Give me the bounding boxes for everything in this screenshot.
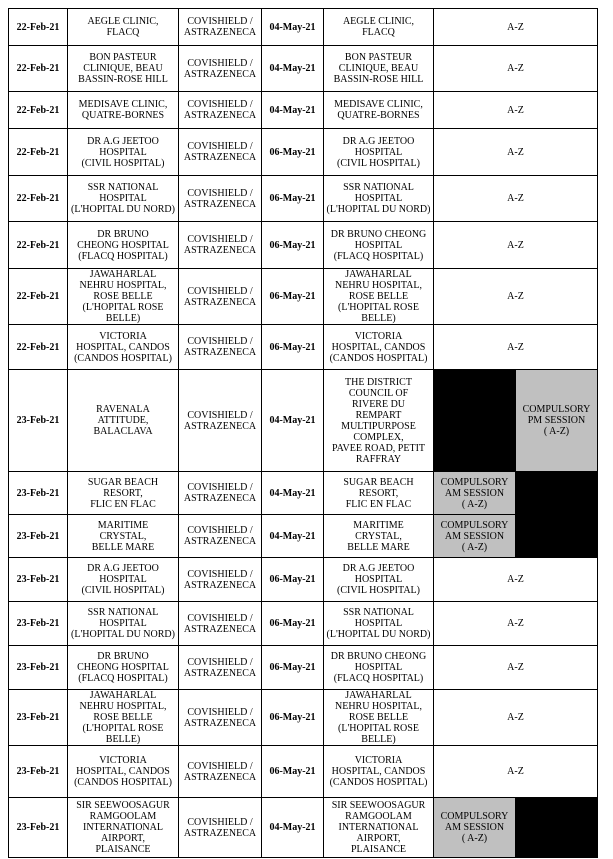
text-line: ASTRAZENECA (183, 110, 257, 121)
second-dose-venue (324, 690, 434, 746)
text-line: ASTRAZENECA (183, 579, 257, 591)
text-line: COVISHIELD / (187, 760, 253, 772)
text-line: MULTIPURPOSE (341, 420, 416, 432)
text-line: SSR NATIONAL (87, 182, 159, 193)
text-line: NEHRU HOSPITAL, (79, 280, 167, 291)
group-cell: A-Z (434, 690, 598, 746)
text-line: (FLACQ HOSPITAL) (78, 673, 168, 684)
text-line: MEDISAVE CLINIC, (334, 99, 423, 110)
first-dose-venue (68, 92, 179, 129)
blocked-pm-cell (516, 515, 598, 558)
text-line: MARITIME (97, 519, 149, 531)
text-line: ( A-Z) (461, 498, 488, 510)
first-dose-date: 22-Feb-21 (9, 269, 68, 325)
table-row (9, 558, 598, 602)
text-line: AM SESSION (444, 487, 505, 499)
text-line: HOSPITAL (354, 618, 403, 629)
text-line: ASTRAZENECA (183, 536, 257, 547)
vaccine-name (179, 129, 262, 176)
text-line: ASTRAZENECA (183, 296, 257, 308)
text-line: JAWAHARLAL (345, 690, 412, 701)
text-line: RAMGOOLAM (89, 811, 157, 822)
text-line: COVISHIELD / (187, 234, 253, 245)
text-line: (L'HOPITAL ROSE BELLE) (338, 723, 419, 745)
table-row (9, 472, 598, 515)
first-dose-date: 23-Feb-21 (9, 798, 68, 858)
text-line: COVISHIELD / (187, 612, 253, 624)
text-line: (FLACQ HOSPITAL) (78, 250, 168, 262)
text-line: RESORT, (358, 487, 399, 499)
first-dose-venue (68, 176, 179, 222)
text-line: JAWAHARLAL (89, 690, 157, 701)
first-dose-date: 23-Feb-21 (9, 602, 68, 646)
text-line: DR BRUNO CHEONG (330, 228, 427, 240)
second-dose-date: 04-May-21 (262, 370, 324, 472)
first-dose-date: 22-Feb-21 (9, 222, 68, 269)
vaccine-name (179, 690, 262, 746)
first-dose-date: 22-Feb-21 (9, 46, 68, 92)
text-line: (CIVIL HOSPITAL) (81, 157, 165, 169)
text-line: HOSPITAL, CANDOS (331, 341, 426, 353)
text-line: THE DISTRICT (345, 376, 412, 388)
group-cell: A-Z (434, 92, 598, 129)
text-line: (L'HOPITAL ROSE BELLE) (82, 723, 164, 745)
text-line: COMPULSORY (440, 519, 509, 531)
text-line: VICTORIA (99, 330, 147, 342)
second-dose-date: 06-May-21 (262, 325, 324, 370)
group-cell: A-Z (434, 176, 598, 222)
group-cell: A-Z (434, 129, 598, 176)
second-dose-date: 06-May-21 (262, 746, 324, 798)
am-session-cell (434, 472, 516, 515)
second-dose-date: 04-May-21 (262, 515, 324, 558)
vaccine-name (179, 9, 262, 46)
text-line: PLAISANCE (95, 844, 151, 855)
text-line: (L'HOPITAL ROSE BELLE) (338, 302, 419, 324)
second-dose-date: 04-May-21 (262, 9, 324, 46)
text-line: ASTRAZENECA (183, 420, 257, 432)
text-line: ASTRAZENECA (183, 667, 257, 679)
vaccine-name (179, 92, 262, 129)
first-dose-date: 22-Feb-21 (9, 176, 68, 222)
group-cell: A-Z (434, 325, 598, 370)
text-line: HOSPITAL (354, 193, 403, 204)
first-dose-venue (68, 370, 179, 472)
text-line: ASTRAZENECA (183, 771, 257, 783)
first-dose-date: 22-Feb-21 (9, 325, 68, 370)
text-line: DR BRUNO (97, 228, 149, 240)
table-row (9, 9, 598, 46)
text-line: HOSPITAL (354, 146, 403, 158)
vaccine-name (179, 646, 262, 690)
text-line: COVISHIELD / (187, 187, 253, 199)
second-dose-venue (324, 222, 434, 269)
text-line: (CANDOS HOSPITAL) (329, 777, 428, 788)
table-row (9, 690, 598, 746)
text-line: COUNCIL OF (348, 387, 409, 399)
second-dose-date: 04-May-21 (262, 472, 324, 515)
text-line: (CANDOS HOSPITAL) (329, 352, 428, 364)
second-dose-venue (324, 92, 434, 129)
text-line: FLIC EN FLAC (345, 498, 412, 510)
first-dose-date: 22-Feb-21 (9, 9, 68, 46)
first-dose-date: 23-Feb-21 (9, 558, 68, 602)
text-line: FLIC EN FLAC (90, 498, 156, 510)
text-line: AEGLE CLINIC, (342, 16, 415, 27)
text-line: (FLACQ HOSPITAL) (333, 673, 424, 684)
text-line: BON PASTEUR (89, 52, 157, 63)
text-line: CLINIQUE, BEAU (83, 63, 163, 74)
text-line: INTERNATIONAL (83, 822, 163, 833)
text-line: COVISHIELD / (187, 816, 253, 828)
text-line: (L'HOPITAL DU NORD) (71, 629, 175, 640)
text-line: HOSPITAL (354, 574, 403, 585)
second-dose-venue (324, 746, 434, 798)
first-dose-venue (68, 646, 179, 690)
blocked-am-cell (434, 370, 516, 472)
table-row (9, 92, 598, 129)
text-line: BASSIN-ROSE HILL (78, 74, 168, 85)
text-line: DR BRUNO (97, 651, 149, 662)
group-cell: A-Z (434, 222, 598, 269)
text-line: SSR NATIONAL (343, 182, 414, 193)
table-row (9, 222, 598, 269)
table-row (9, 325, 598, 370)
second-dose-venue (324, 558, 434, 602)
text-line: AIRPORT, (101, 833, 145, 844)
vaccine-name (179, 46, 262, 92)
first-dose-venue (68, 325, 179, 370)
text-line: VICTORIA (354, 330, 403, 342)
text-line: SUGAR BEACH (343, 476, 414, 488)
text-line: VICTORIA (99, 755, 147, 766)
first-dose-venue (68, 515, 179, 558)
text-line: VICTORIA (354, 755, 403, 766)
text-line: ASTRAZENECA (183, 717, 257, 729)
group-cell: A-Z (434, 9, 598, 46)
vaccine-name (179, 176, 262, 222)
second-dose-venue (324, 176, 434, 222)
text-line: COVISHIELD / (187, 285, 253, 297)
first-dose-venue (68, 558, 179, 602)
second-dose-venue (324, 9, 434, 46)
table-row (9, 746, 598, 798)
second-dose-date: 04-May-21 (262, 46, 324, 92)
text-line: HOSPITAL (354, 662, 403, 673)
vaccine-name (179, 472, 262, 515)
text-line: (L'HOPITAL ROSE BELLE) (82, 302, 164, 324)
text-line: ATTITUDE, (97, 415, 149, 426)
second-dose-venue (324, 325, 434, 370)
table-row (9, 646, 598, 690)
first-dose-date: 22-Feb-21 (9, 92, 68, 129)
text-line: JAWAHARLAL (89, 269, 157, 280)
text-line: PLAISANCE (350, 844, 406, 855)
vaccine-name (179, 746, 262, 798)
text-line: COVISHIELD / (187, 706, 253, 718)
text-line: NEHRU HOSPITAL, (335, 280, 422, 291)
text-line: ASTRAZENECA (183, 347, 257, 358)
text-line: HOSPITAL (99, 574, 147, 585)
second-dose-date: 06-May-21 (262, 558, 324, 602)
first-dose-date: 23-Feb-21 (9, 746, 68, 798)
vaccine-name (179, 222, 262, 269)
am-session-cell (434, 798, 516, 858)
second-dose-date: 06-May-21 (262, 222, 324, 269)
second-dose-venue (324, 472, 434, 515)
text-line: REMPART (355, 409, 402, 421)
text-line: COMPULSORY (522, 404, 591, 415)
text-line: ASTRAZENECA (183, 827, 257, 839)
text-line: ROSE BELLE (348, 712, 409, 723)
blocked-pm-cell (516, 472, 598, 515)
text-line: HOSPITAL, CANDOS (76, 341, 170, 353)
vaccine-name (179, 798, 262, 858)
text-line: ASTRAZENECA (183, 493, 257, 504)
text-line: DR A.G JEETOO (342, 135, 415, 147)
text-line: ASTRAZENECA (183, 152, 257, 163)
vaccine-name (179, 325, 262, 370)
second-dose-date: 06-May-21 (262, 690, 324, 746)
second-dose-venue (324, 515, 434, 558)
first-dose-venue (68, 602, 179, 646)
first-dose-venue (68, 129, 179, 176)
am-session-cell (434, 515, 516, 558)
text-line: ( A-Z) (461, 541, 488, 553)
second-dose-date: 06-May-21 (262, 602, 324, 646)
text-line: SIR SEEWOOSAGUR (76, 800, 170, 811)
text-line: (FLACQ HOSPITAL) (333, 250, 424, 262)
table-row (9, 129, 598, 176)
text-line: ROSE BELLE (93, 712, 153, 723)
text-line: CRYSTAL, (99, 530, 147, 542)
text-line: DR BRUNO CHEONG (330, 651, 427, 662)
first-dose-venue (68, 46, 179, 92)
text-line: BELLE MARE (347, 541, 410, 553)
text-line: ASTRAZENECA (183, 68, 257, 80)
text-line: RAVENALA (96, 404, 150, 415)
first-dose-venue (68, 472, 179, 515)
text-line: NEHRU HOSPITAL, (335, 701, 422, 712)
text-line: COVISHIELD / (187, 656, 253, 668)
second-dose-date: 06-May-21 (262, 129, 324, 176)
text-line: ( A-Z) (461, 833, 488, 844)
text-line: DR A.G JEETOO (87, 563, 159, 574)
text-line: COMPULSORY (440, 811, 509, 822)
text-line: (L'HOPITAL DU NORD) (71, 204, 175, 215)
group-cell: A-Z (434, 602, 598, 646)
text-line: RAMGOOLAM (345, 811, 412, 822)
first-dose-date: 23-Feb-21 (9, 646, 68, 690)
text-line: FLACQ (106, 27, 140, 38)
second-dose-date: 06-May-21 (262, 646, 324, 690)
text-line: (L'HOPITAL DU NORD) (326, 629, 431, 640)
second-dose-venue (324, 129, 434, 176)
text-line: COVISHIELD / (187, 482, 253, 493)
text-line: COVISHIELD / (187, 336, 253, 347)
first-dose-date: 23-Feb-21 (9, 370, 68, 472)
first-dose-venue (68, 222, 179, 269)
text-line: CHEONG HOSPITAL (77, 239, 169, 251)
text-line: RAFFRAY (355, 453, 402, 465)
vaccine-name (179, 602, 262, 646)
text-line: MARITIME (353, 519, 404, 531)
text-line: PAVEE ROAD, PETIT (331, 442, 426, 454)
text-line: NEHRU HOSPITAL, (79, 701, 167, 712)
second-dose-venue (324, 370, 434, 472)
text-line: HOSPITAL, CANDOS (76, 766, 170, 777)
second-dose-date: 04-May-21 (262, 92, 324, 129)
text-line: AIRPORT, (356, 833, 401, 844)
text-line: COVISHIELD / (187, 525, 253, 536)
second-dose-venue (324, 269, 434, 325)
text-line: (CANDOS HOSPITAL) (74, 352, 172, 364)
text-line: RIVERE DU (351, 398, 406, 410)
text-line: CHEONG HOSPITAL (77, 662, 169, 673)
group-cell: A-Z (434, 558, 598, 602)
first-dose-venue (68, 269, 179, 325)
text-line: ASTRAZENECA (183, 27, 257, 38)
group-cell: A-Z (434, 646, 598, 690)
vaccine-name (179, 558, 262, 602)
second-dose-date: 04-May-21 (262, 798, 324, 858)
text-line: AEGLE CLINIC, (87, 16, 159, 27)
text-line: BASSIN-ROSE HILL (333, 74, 424, 85)
text-line: QUATRE-BORNES (337, 110, 420, 121)
first-dose-venue (68, 798, 179, 858)
text-line: DR A.G JEETOO (87, 135, 159, 147)
text-line: MEDISAVE CLINIC, (78, 99, 168, 110)
text-line: JAWAHARLAL (345, 269, 412, 280)
table-row (9, 46, 598, 92)
text-line: (CANDOS HOSPITAL) (74, 777, 172, 788)
first-dose-date: 23-Feb-21 (9, 472, 68, 515)
second-dose-date: 06-May-21 (262, 176, 324, 222)
text-line: (CIVIL HOSPITAL) (337, 157, 420, 169)
schedule-body (9, 9, 598, 858)
first-dose-date: 23-Feb-21 (9, 515, 68, 558)
table-row (9, 798, 598, 858)
group-cell: A-Z (434, 46, 598, 92)
text-line: COMPULSORY (440, 476, 509, 488)
table-row (9, 515, 598, 558)
text-line: COVISHIELD / (187, 141, 253, 152)
second-dose-date: 06-May-21 (262, 269, 324, 325)
text-line: HOSPITAL (354, 239, 403, 251)
text-line: AM SESSION (444, 822, 505, 833)
table-row (9, 176, 598, 222)
first-dose-venue (68, 9, 179, 46)
text-line: (L'HOPITAL DU NORD) (326, 204, 431, 215)
text-line: (CIVIL HOSPITAL) (81, 585, 165, 596)
text-line: COMPLEX, (353, 431, 404, 443)
text-line: HOSPITAL (99, 193, 147, 204)
vaccine-name (179, 515, 262, 558)
second-dose-venue (324, 46, 434, 92)
text-line: BON PASTEUR (344, 52, 413, 63)
text-line: SSR NATIONAL (87, 607, 159, 618)
text-line: SSR NATIONAL (343, 607, 414, 618)
text-line: COVISHIELD / (187, 568, 253, 580)
text-line: PM SESSION (527, 415, 586, 426)
text-line: COVISHIELD / (187, 409, 253, 421)
text-line: SUGAR BEACH (87, 476, 159, 488)
text-line: HOSPITAL, CANDOS (331, 766, 426, 777)
first-dose-date: 22-Feb-21 (9, 129, 68, 176)
text-line: QUATRE-BORNES (81, 110, 165, 121)
text-line: CLINIQUE, BEAU (338, 63, 419, 74)
table-row (9, 269, 598, 325)
text-line: ASTRAZENECA (183, 623, 257, 635)
blocked-pm-cell (516, 798, 598, 858)
vaccine-name (179, 370, 262, 472)
text-line: BALACLAVA (93, 426, 153, 437)
pm-session-cell (516, 370, 598, 472)
text-line: ASTRAZENECA (183, 198, 257, 210)
text-line: RESORT, (103, 487, 143, 499)
text-line: INTERNATIONAL (338, 822, 419, 833)
text-line: COVISHIELD / (187, 57, 253, 69)
table-row (9, 602, 598, 646)
vaccine-name (179, 269, 262, 325)
text-line: COVISHIELD / (187, 99, 253, 110)
text-line: ROSE BELLE (93, 291, 153, 302)
second-dose-venue (324, 798, 434, 858)
first-dose-venue (68, 746, 179, 798)
text-line: ROSE BELLE (348, 291, 409, 302)
second-dose-venue (324, 646, 434, 690)
text-line: HOSPITAL (99, 618, 147, 629)
vaccination-schedule-table (8, 8, 598, 858)
text-line: AM SESSION (444, 530, 505, 542)
second-dose-venue (324, 602, 434, 646)
text-line: COVISHIELD / (187, 16, 253, 27)
text-line: DR A.G JEETOO (342, 563, 415, 574)
first-dose-date: 23-Feb-21 (9, 690, 68, 746)
text-line: SIR SEEWOOSAGUR (331, 800, 426, 811)
text-line: BELLE MARE (91, 541, 155, 553)
text-line: CRYSTAL, (355, 530, 402, 542)
group-cell: A-Z (434, 269, 598, 325)
table-row (9, 370, 598, 472)
text-line: ( A-Z) (543, 426, 570, 437)
text-line: HOSPITAL (99, 146, 147, 158)
text-line: FLACQ (362, 27, 395, 38)
group-cell: A-Z (434, 746, 598, 798)
text-line: ASTRAZENECA (183, 245, 257, 256)
text-line: (CIVIL HOSPITAL) (337, 585, 420, 596)
first-dose-venue (68, 690, 179, 746)
